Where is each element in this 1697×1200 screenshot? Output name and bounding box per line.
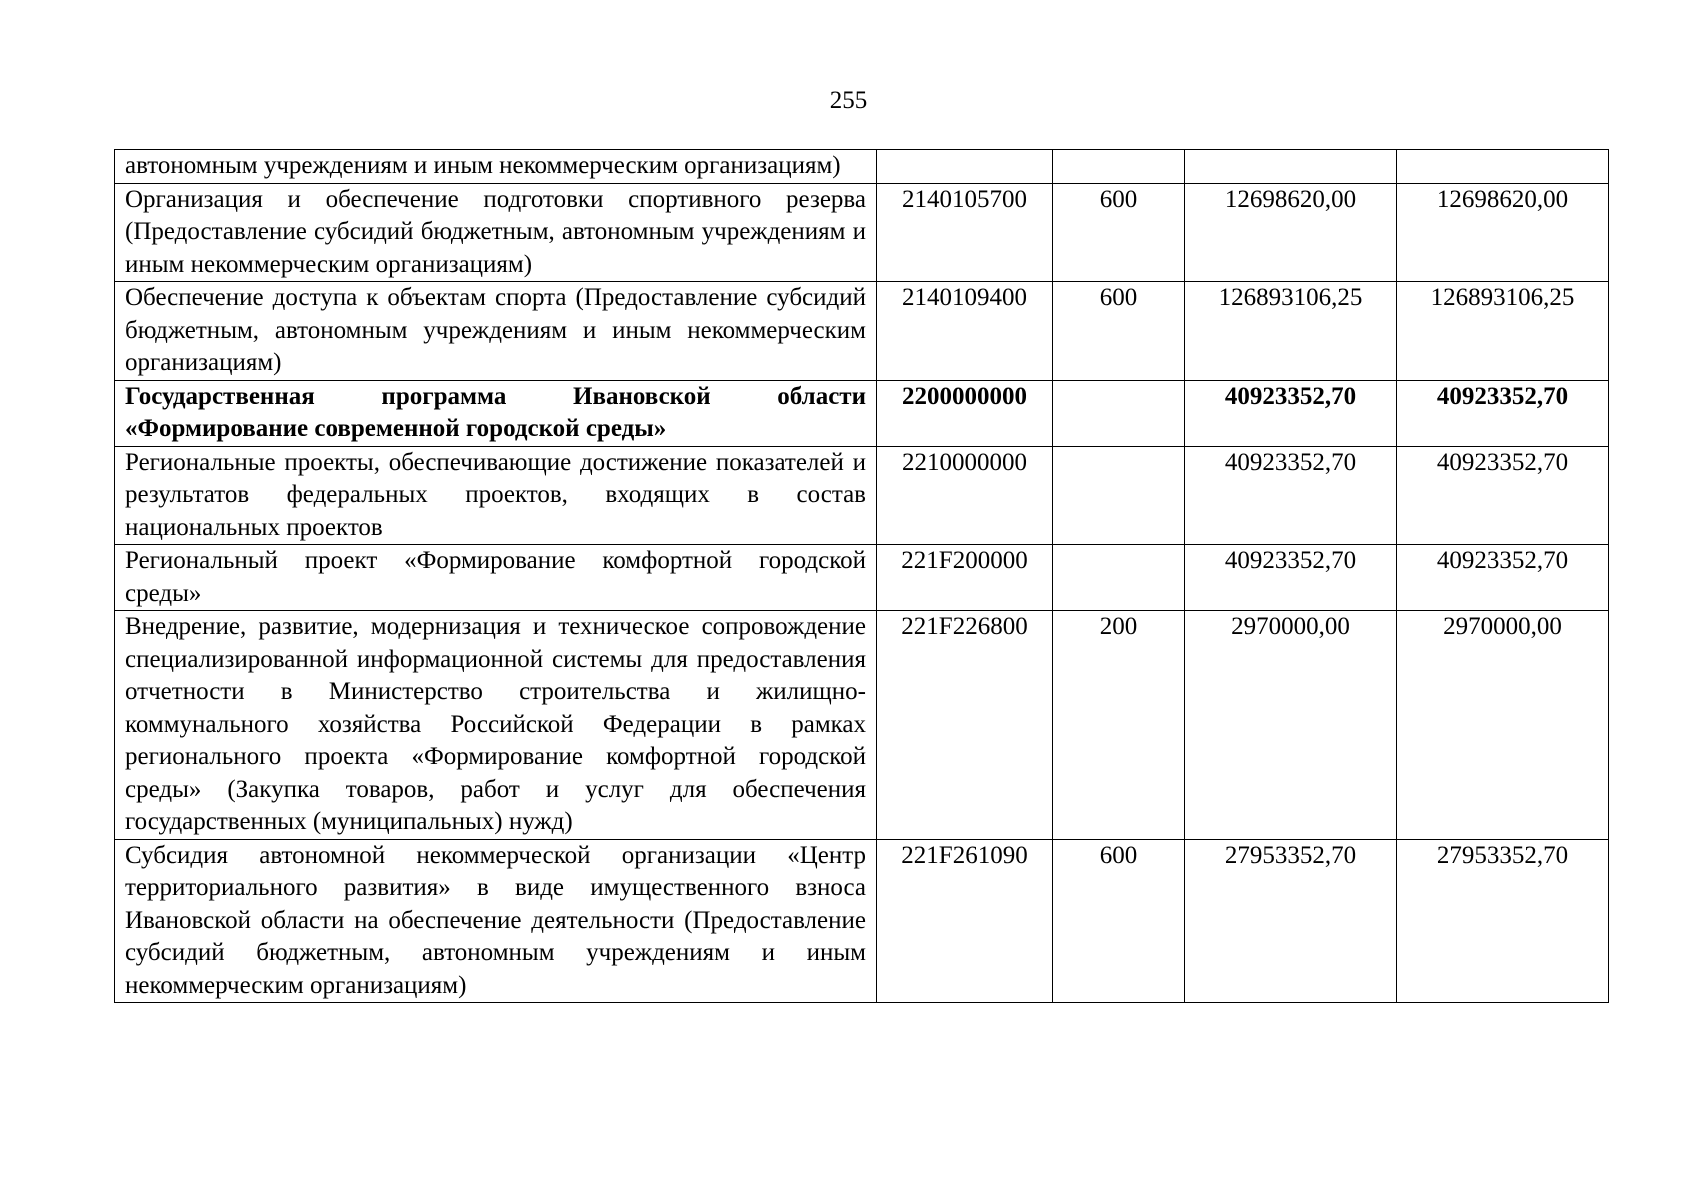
row-sum-2: 40923352,70: [1397, 380, 1609, 446]
row-name: автономным учреждениям и иным некоммерческим организациям): [115, 150, 877, 184]
row-code: 2210000000: [877, 446, 1053, 545]
table-row: [115, 611, 1609, 840]
row-name: Организация и обеспечение подготовки спортивного резерва (Предоставление субсидий бюджетным, автономным учреждениям и иным некоммерческим организациям): [115, 183, 877, 282]
page-number: 255: [829, 87, 868, 114]
row-expense-type: 600: [1053, 183, 1185, 282]
row-sum-2: 2970000,00: [1397, 611, 1609, 840]
table-row: [115, 545, 1609, 611]
budget-table: [114, 149, 1609, 1003]
row-name: Обеспечение доступа к объектам спорта (Предоставление субсидий бюджетным, автономным учреждениям и иным некоммерческим организациям): [115, 282, 877, 381]
table-row: [115, 183, 1609, 282]
row-expense-type: [1053, 446, 1185, 545]
row-sum-2: [1397, 150, 1609, 184]
row-name: Внедрение, развитие, модернизация и техническое сопровождение специализированной информационной системы для предоставления отчетности в Министерство строительства и жилищно-коммунального хозяйства Российской Федерации в рамках регионального проекта «Формирование комфортной городской среды» (Закупка товаров, работ и услуг для обеспечения государственных (муниципальных) нужд): [115, 611, 877, 840]
row-sum-1: 40923352,70: [1185, 380, 1397, 446]
row-name: Государственная программа Ивановской области «Формирование современной городской среды»: [115, 380, 877, 446]
table-row: [115, 839, 1609, 1003]
row-expense-type: [1053, 545, 1185, 611]
row-expense-type: [1053, 380, 1185, 446]
row-sum-2: 126893106,25: [1397, 282, 1609, 381]
row-expense-type: 600: [1053, 282, 1185, 381]
row-sum-2: 12698620,00: [1397, 183, 1609, 282]
row-sum-1: 40923352,70: [1185, 545, 1397, 611]
row-code: 2200000000: [877, 380, 1053, 446]
row-name: Субсидия автономной некоммерческой организации «Центр территориального развития» в виде имущественного взноса Ивановской области на обеспечение деятельности (Предоставление субсидий бюджетным, автономным учреждениям и иным некоммерческим организациям): [115, 839, 877, 1003]
row-sum-2: 40923352,70: [1397, 545, 1609, 611]
row-expense-type: 600: [1053, 839, 1185, 1003]
table-row: [115, 282, 1609, 381]
row-sum-2: 27953352,70: [1397, 839, 1609, 1003]
row-name: Региональные проекты, обеспечивающие достижение показателей и результатов федеральных проектов, входящих в состав национальных проектов: [115, 446, 877, 545]
row-name: Региональный проект «Формирование комфортной городской среды»: [115, 545, 877, 611]
row-sum-1: [1185, 150, 1397, 184]
row-sum-1: 27953352,70: [1185, 839, 1397, 1003]
row-code: 2140105700: [877, 183, 1053, 282]
row-expense-type: [1053, 150, 1185, 184]
row-sum-1: 40923352,70: [1185, 446, 1397, 545]
row-code: 221F226800: [877, 611, 1053, 840]
table-row: [115, 446, 1609, 545]
row-sum-2: 40923352,70: [1397, 446, 1609, 545]
row-sum-1: 126893106,25: [1185, 282, 1397, 381]
row-expense-type: 200: [1053, 611, 1185, 840]
row-code: 2140109400: [877, 282, 1053, 381]
table-row-program: [115, 380, 1609, 446]
row-sum-1: 12698620,00: [1185, 183, 1397, 282]
table-row: [115, 150, 1609, 184]
row-sum-1: 2970000,00: [1185, 611, 1397, 840]
row-code: 221F200000: [877, 545, 1053, 611]
row-code: [877, 150, 1053, 184]
row-code: 221F261090: [877, 839, 1053, 1003]
